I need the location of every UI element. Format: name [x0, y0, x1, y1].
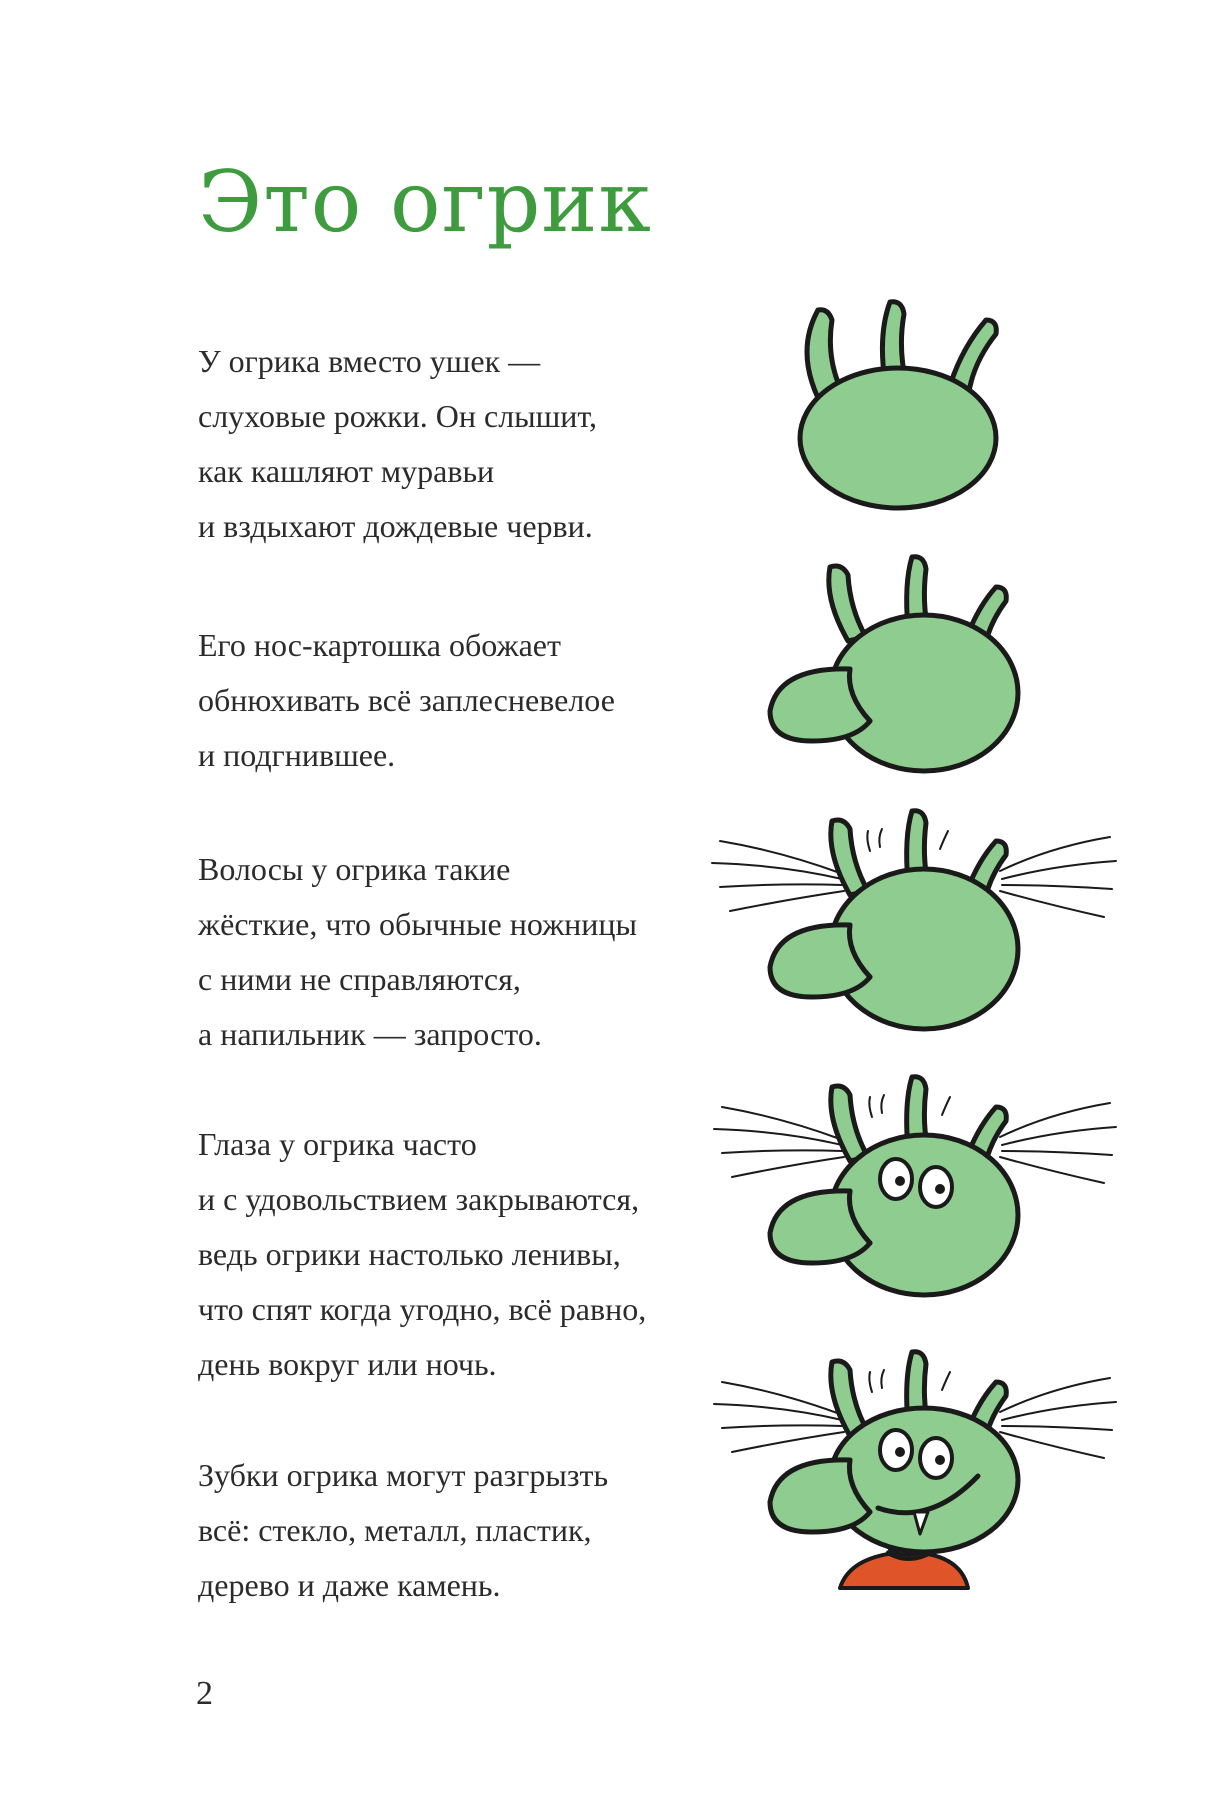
text-line: Зубки огрика могут разгрызть: [198, 1457, 609, 1493]
text-line: У огрика вместо ушек —: [198, 343, 541, 379]
text-line: слуховые рожки. Он слышит,: [198, 398, 597, 434]
text-line: Его нос-картошка обожает: [198, 627, 561, 663]
paragraph-ears: [198, 334, 758, 554]
ogrik-hair-stage-3-illustration: [700, 795, 1120, 1045]
text-line: и с удовольствием закрываются,: [198, 1181, 640, 1217]
text-line: что спят когда угодно, всё равно,: [198, 1291, 647, 1327]
page-number: 2: [196, 1675, 213, 1712]
text-line: всё: стекло, металл, пластик,: [198, 1512, 592, 1548]
text-line: обнюхивать всё заплесневелое: [198, 682, 615, 718]
paragraph-eyes: [198, 1117, 758, 1392]
text-line: и вздыхают дождевые черви.: [198, 508, 593, 544]
text-line: день вокруг или ночь.: [198, 1346, 497, 1382]
ogrik-illustration-column: [700, 290, 1120, 1620]
ogrik-teeth-stage-5-illustration: [700, 1330, 1120, 1620]
text-line: и подгнившее.: [198, 737, 396, 773]
paragraph-hair: [198, 842, 758, 1062]
text-line: жёсткие, что обычные ножницы: [198, 906, 638, 942]
text-line: а напильник — запросто.: [198, 1016, 542, 1052]
text-line: ведь огрики настолько ленивы,: [198, 1236, 621, 1272]
text-line: Волосы у огрика такие: [198, 851, 511, 887]
page-title: Это огрик: [198, 153, 652, 251]
ogrik-head-stage-1-illustration: [700, 290, 1120, 520]
text-line: дерево и даже камень.: [198, 1567, 501, 1603]
text-line: с ними не справляются,: [198, 961, 521, 997]
text-line: как кашляют муравьи: [198, 453, 495, 489]
paragraph-nose: [198, 618, 758, 783]
paragraph-teeth: [198, 1448, 758, 1613]
text-line: Глаза у огрика часто: [198, 1126, 477, 1162]
ogrik-nose-stage-2-illustration: [700, 545, 1120, 785]
ogrik-eyes-stage-4-illustration: [700, 1055, 1120, 1315]
